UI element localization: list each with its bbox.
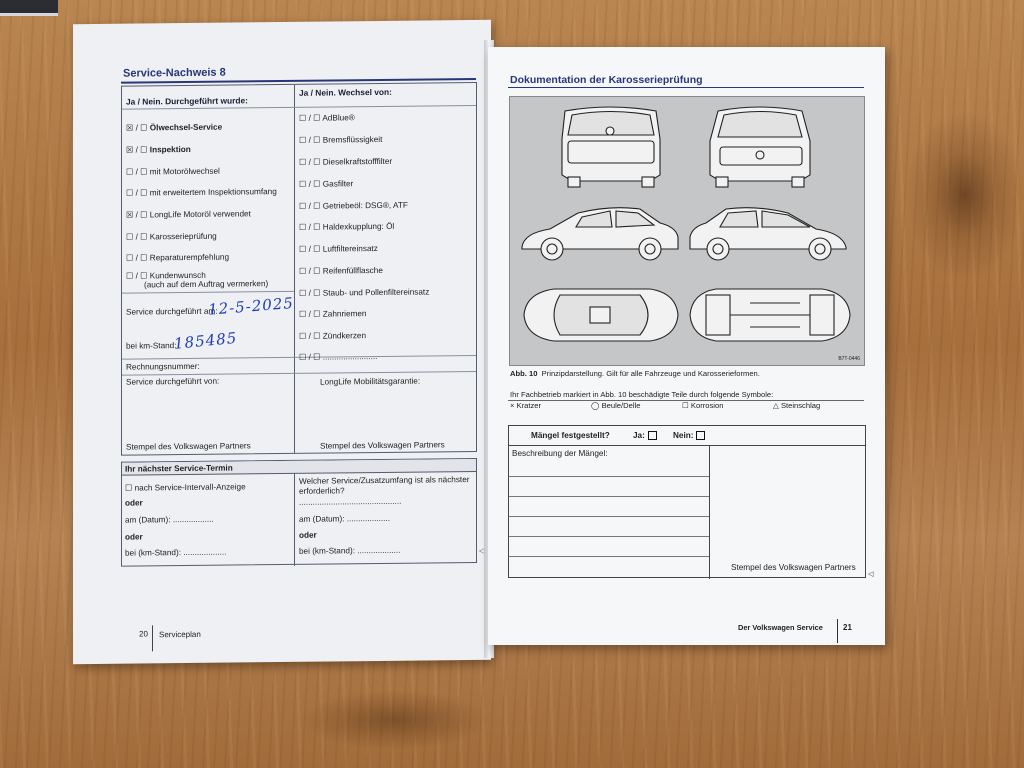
arrow-left-icon: ◁ bbox=[479, 547, 485, 555]
symbol-stone-chip: △ Steinschlag bbox=[773, 401, 821, 410]
next-service-header: Ihr nächster Service-Termin bbox=[125, 463, 233, 474]
stamp-label-left: Stempel des Volkswagen Partners bbox=[126, 441, 251, 452]
car-right-side-view bbox=[690, 208, 846, 260]
footer-divider bbox=[152, 625, 153, 651]
checkbox[interactable]: ☐ / ☐ bbox=[299, 352, 321, 362]
next-km-field[interactable]: bei (km-Stand): ................... bbox=[299, 545, 401, 556]
column-divider bbox=[294, 85, 295, 453]
or-label: oder bbox=[125, 532, 143, 542]
checkbox[interactable]: ☐ / ☐ bbox=[299, 244, 321, 254]
checkbox[interactable]: ☐ / ☐ bbox=[299, 201, 321, 211]
next-service-type-field[interactable]: ............................................. bbox=[299, 496, 402, 507]
next-service-header-bar bbox=[122, 459, 476, 476]
no-checkbox[interactable] bbox=[696, 431, 705, 440]
item-erweiterter-inspektionsumfang[interactable]: ☐ / ☐ mit erweitertem Inspektionsumfang bbox=[126, 187, 277, 198]
item-reifenfuellflasche[interactable]: ☐ / ☐ Reifenfüllflasche bbox=[299, 265, 383, 276]
item-zahnriemen[interactable]: ☐ / ☐ Zahnriemen bbox=[299, 309, 367, 319]
checkbox[interactable]: ☐ / ☐ bbox=[126, 167, 148, 177]
item-haldexkupplung[interactable]: ☐ / ☐ Haldexkupplung: Öl bbox=[299, 221, 395, 232]
performed-by-label: Service durchgeführt von: bbox=[126, 376, 220, 387]
next-km-field[interactable]: bei (km-Stand): ................... bbox=[125, 547, 227, 558]
checkbox[interactable]: ☐ / ☐ bbox=[126, 271, 148, 281]
row-divider bbox=[122, 371, 476, 376]
checkbox-checked[interactable]: ☒ / ☐ bbox=[126, 210, 148, 220]
checkbox[interactable]: ☐ / ☐ bbox=[299, 135, 321, 145]
left-column-header: Ja / Nein. Durchgeführt wurde: bbox=[126, 95, 248, 107]
figure-id: B7T-0446 bbox=[838, 356, 860, 362]
yes-option[interactable]: Ja: bbox=[633, 431, 657, 440]
right-page bbox=[488, 47, 885, 645]
checkbox[interactable]: ☐ / ☐ bbox=[299, 266, 321, 276]
item-adblue[interactable]: ☐ / ☐ AdBlue® bbox=[299, 113, 355, 123]
car-left-side-view bbox=[522, 208, 678, 260]
other-book-corner bbox=[0, 0, 58, 16]
item-zuendkerzen[interactable]: ☐ / ☐ Zündkerzen bbox=[299, 331, 367, 341]
column-divider bbox=[294, 474, 295, 566]
footer-label: Serviceplan bbox=[159, 629, 201, 640]
symbol-dent: ◯ Beule/Delle bbox=[591, 401, 641, 410]
next-service-interval-option[interactable]: ☐ nach Service-Intervall-Anzeige bbox=[125, 482, 246, 493]
page-number: 21 bbox=[843, 623, 852, 632]
item-kundenwunsch[interactable]: ☐ / ☐ Kundenwunsch bbox=[126, 270, 206, 281]
item-oelwechsel-service[interactable]: ☒ / ☐ Ölwechsel-Service bbox=[126, 122, 223, 133]
page-number: 20 bbox=[139, 629, 148, 639]
defects-description-label: Beschreibung der Mängel: bbox=[512, 449, 608, 458]
item-longlife-motoroel[interactable]: ☒ / ☐ LongLife Motoröl verwendet bbox=[126, 209, 251, 220]
item-dieselfilter[interactable]: ☐ / ☐ Dieselkraftstofffilter bbox=[299, 156, 393, 167]
service-record-table bbox=[121, 82, 477, 456]
page-title: Dokumentation der Karosserieprüfung bbox=[510, 74, 703, 86]
checkbox[interactable]: ☐ / ☐ bbox=[126, 232, 148, 242]
longlife-guarantee-label: LongLife Mobilitätsgarantie: bbox=[320, 376, 421, 387]
checkbox[interactable]: ☐ / ☐ bbox=[126, 188, 148, 198]
next-service-box bbox=[121, 458, 477, 567]
footer-label: Der Volkswagen Service bbox=[738, 623, 823, 632]
checkbox-checked[interactable]: ☒ / ☐ bbox=[126, 123, 148, 133]
column-divider bbox=[709, 446, 710, 579]
car-rear-view bbox=[562, 107, 660, 187]
defects-question: Mängel festgestellt? bbox=[531, 431, 610, 440]
writing-line bbox=[509, 536, 709, 537]
item-getriebeoel[interactable]: ☐ / ☐ Getriebeöl: DSG®, ATF bbox=[299, 200, 408, 211]
invoice-label: Rechnungsnummer: bbox=[126, 361, 200, 372]
next-date-field[interactable]: am (Datum): .................. bbox=[125, 514, 214, 525]
defects-header-row bbox=[509, 426, 865, 446]
service-date-label: Service durchgeführt am: bbox=[126, 306, 218, 317]
writing-line bbox=[509, 516, 709, 517]
checkbox[interactable]: ☐ / ☐ bbox=[299, 157, 321, 167]
or-label: oder bbox=[299, 530, 317, 540]
arrow-left-icon: ◁ bbox=[868, 571, 874, 578]
stamp-label: Stempel des Volkswagen Partners bbox=[731, 563, 856, 572]
checkbox[interactable]: ☐ / ☐ bbox=[126, 253, 148, 263]
defects-box bbox=[508, 425, 866, 578]
left-page bbox=[73, 20, 491, 664]
title-rule bbox=[508, 87, 864, 88]
or-label: oder bbox=[125, 498, 143, 508]
page-title: Service-Nachweis 8 bbox=[123, 66, 226, 80]
writing-line bbox=[509, 496, 709, 497]
writing-line bbox=[509, 556, 709, 557]
stamp-label-right: Stempel des Volkswagen Partners bbox=[320, 440, 445, 451]
car-front-view bbox=[710, 107, 810, 187]
checkbox[interactable]: ☐ / ☐ bbox=[299, 222, 321, 232]
checkbox[interactable]: ☐ / ☐ bbox=[299, 113, 321, 123]
wood-knot bbox=[905, 110, 1024, 280]
item-motoroelwechsel[interactable]: ☐ / ☐ mit Motorölwechsel bbox=[126, 166, 220, 177]
item-luftfiltereinsatz[interactable]: ☐ / ☐ Luftfiltereinsatz bbox=[299, 243, 378, 254]
item-reparaturempfehlung[interactable]: ☐ / ☐ Reparaturempfehlung bbox=[126, 252, 229, 263]
footer-divider bbox=[837, 619, 838, 643]
item-inspektion[interactable]: ☒ / ☐ Inspektion bbox=[126, 144, 191, 155]
symbol-scratch: × Kratzer bbox=[510, 401, 542, 410]
car-body-diagram[interactable] bbox=[509, 96, 865, 366]
car-outlines bbox=[510, 97, 866, 367]
item-gasfilter[interactable]: ☐ / ☐ Gasfilter bbox=[299, 179, 354, 189]
checkbox[interactable]: ☐ / ☐ bbox=[299, 331, 321, 341]
next-service-question: Welcher Service/Zusatzumfang ist als nächster bbox=[299, 475, 470, 486]
symbols-intro: Ihr Fachbetrieb markiert in Abb. 10 beschädigte Teile durch folgende Symbole: bbox=[510, 390, 774, 399]
checkbox[interactable]: ☐ / ☐ bbox=[299, 288, 321, 298]
checkbox[interactable]: ☐ / ☐ bbox=[299, 179, 321, 189]
no-option[interactable]: Nein: bbox=[673, 431, 705, 440]
writing-line bbox=[509, 476, 709, 477]
km-label: bei km-Stand: bbox=[126, 341, 177, 351]
next-date-field[interactable]: am (Datum): ................... bbox=[299, 513, 390, 524]
checkbox[interactable]: ☐ / ☐ bbox=[299, 309, 321, 319]
checkbox-checked[interactable]: ☒ / ☐ bbox=[126, 145, 148, 155]
next-service-question-2: erforderlich? bbox=[299, 486, 345, 496]
car-underside-view bbox=[690, 289, 850, 341]
yes-checkbox[interactable] bbox=[648, 431, 657, 440]
car-top-view bbox=[524, 289, 678, 341]
wood-knot bbox=[300, 690, 490, 750]
right-column-header: Ja / Nein. Wechsel von: bbox=[299, 86, 392, 98]
symbol-corrosion: ☐ Korrosion bbox=[682, 401, 724, 410]
km-handwritten[interactable]: 185485 bbox=[173, 328, 238, 353]
item-blank[interactable]: ☐ / ☐ ........................ bbox=[299, 352, 378, 362]
item-karosseriepruefung[interactable]: ☐ / ☐ Karosserieprüfung bbox=[126, 231, 217, 242]
service-date-handwritten[interactable]: 12-5-2025 bbox=[207, 293, 295, 319]
kundenwunsch-note: (auch auf dem Auftrag vermerken) bbox=[144, 279, 269, 290]
row-divider bbox=[122, 291, 294, 294]
item-pollenfilter[interactable]: ☐ / ☐ Staub- und Pollenfiltereinsatz bbox=[299, 287, 430, 298]
item-bremsfluessigkeit[interactable]: ☐ / ☐ Bremsflüssigkeit bbox=[299, 134, 383, 145]
figure-caption: Abb. 10 Prinzipdarstellung. Gilt für alle Fahrzeuge und Karosserieformen. bbox=[510, 369, 760, 378]
